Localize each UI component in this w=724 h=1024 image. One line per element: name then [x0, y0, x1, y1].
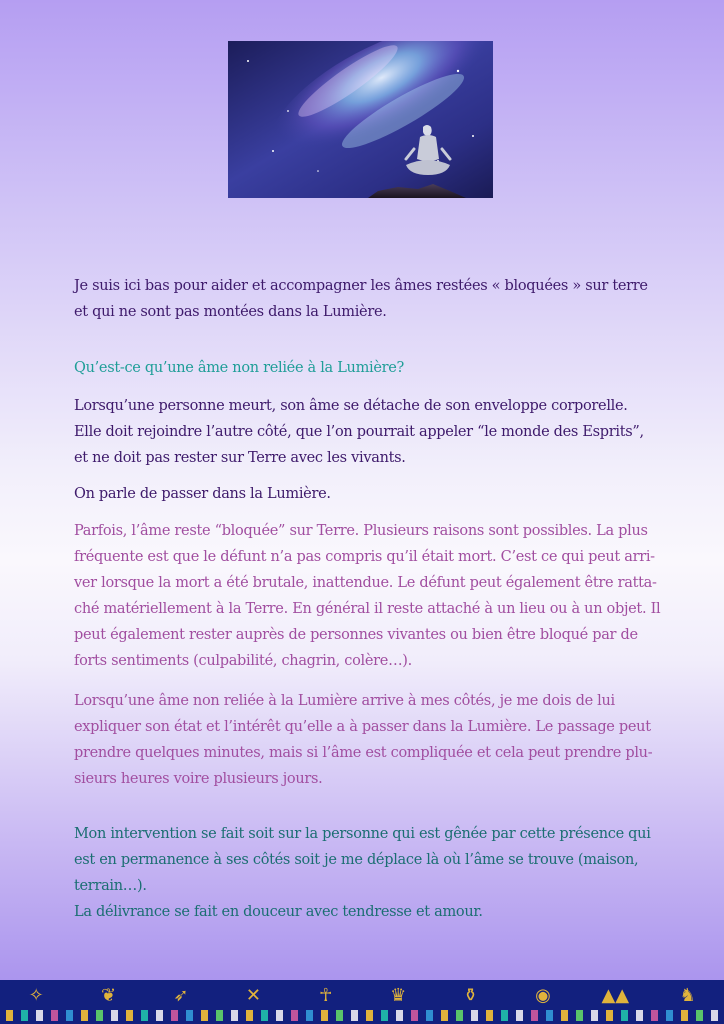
decorative-square [141, 1010, 148, 1021]
decorative-square [36, 1010, 43, 1021]
decorative-square [156, 1010, 163, 1021]
decorative-square [96, 1010, 103, 1021]
decorative-square [666, 1010, 673, 1021]
decorative-square [351, 1010, 358, 1021]
paragraph-line: Mon intervention se fait soit sur la personne qui est gênée par cette présence qui [74, 826, 651, 842]
decorative-square [531, 1010, 538, 1021]
paragraph-line: On parle de passer dans la Lumière. [74, 486, 331, 502]
blocked-soul-paragraph [74, 518, 664, 674]
decorative-square [411, 1010, 418, 1021]
decorative-square [621, 1010, 628, 1021]
paragraph-line: La délivrance se fait en douceur avec tendresse et amour. [74, 904, 483, 920]
decorative-square [201, 1010, 208, 1021]
decorative-square [336, 1010, 343, 1021]
intro-paragraph [74, 273, 664, 325]
paragraph-line: expliquer son état et l’intérêt qu’elle a à passer dans la Lumière. Le passage peut [74, 719, 651, 735]
decorative-square [516, 1010, 523, 1021]
paragraph-line: terrain…). [74, 878, 147, 894]
decorative-square [711, 1010, 718, 1021]
decorative-square [231, 1010, 238, 1021]
paragraph-line: Parfois, l’âme reste “bloquée” sur Terre. Plusieurs raisons sont possibles. La plus [74, 523, 648, 539]
paragraph-line: Lorsqu’une âme non reliée à la Lumière arrive à mes côtés, je me dois de lui [74, 693, 615, 709]
intro-line: et qui ne sont pas montées dans la Lumière. [74, 304, 387, 320]
intervention-paragraph [74, 821, 664, 925]
decorative-square [576, 1010, 583, 1021]
decorative-square [426, 1010, 433, 1021]
paragraph-line: Lorsqu’une personne meurt, son âme se détache de son enveloppe corporelle. [74, 398, 628, 414]
bird-icon: ➶ [173, 985, 189, 1006]
decorative-square [471, 1010, 478, 1021]
question-heading [74, 355, 664, 381]
my-role-paragraph [74, 688, 664, 792]
decorative-square [276, 1010, 283, 1021]
paragraph-line: forts sentiments (culpabilité, chagrin, colère…). [74, 653, 412, 669]
decorative-square [456, 1010, 463, 1021]
decorative-square [6, 1010, 13, 1021]
decorative-square [111, 1010, 118, 1021]
paragraph-line: est en permanence à ses côtés soit je me déplace là où l’âme se trouve (maison, [74, 852, 639, 868]
cat-icon: ♞ [679, 985, 696, 1006]
galaxy-illustration [228, 41, 493, 198]
paragraph-line: sieurs heures voire plusieurs jours. [74, 771, 323, 787]
intro-line: Je suis ici bas pour aider et accompagner les âmes restées « bloquées » sur terre [74, 278, 648, 294]
decorative-square [606, 1010, 613, 1021]
decorative-square [126, 1010, 133, 1021]
decorative-square [561, 1010, 568, 1021]
pyramids-icon: ▲▲ [601, 985, 630, 1006]
eye-of-horus-icon: ◉ [535, 985, 551, 1006]
urn-icon: ⚱ [462, 985, 479, 1006]
color-square-row [6, 1010, 718, 1022]
decorative-square [396, 1010, 403, 1021]
egyptian-footer-band [0, 980, 724, 1024]
decorative-square [306, 1010, 313, 1021]
decorative-square [186, 1010, 193, 1021]
light-passage-paragraph [74, 481, 664, 507]
decorative-square [636, 1010, 643, 1021]
decorative-square [696, 1010, 703, 1021]
decorative-square [546, 1010, 553, 1021]
decorative-square [381, 1010, 388, 1021]
decorative-square [366, 1010, 373, 1021]
pharaoh-head-icon: ♛ [390, 985, 407, 1006]
paragraph-line: peut également rester auprès de personnes vivantes ou bien être bloqué par de [74, 627, 638, 643]
paragraph-line: Elle doit rejoindre l’autre côté, que l’on pourrait appeler “le monde des Esprits”, [74, 424, 644, 440]
decorative-square [246, 1010, 253, 1021]
scarab-icon: ❦ [101, 985, 117, 1006]
decorative-square [66, 1010, 73, 1021]
ankh-icon: ☥ [319, 985, 333, 1006]
decorative-square [441, 1010, 448, 1021]
question-line: Qu’est-ce qu’une âme non reliée à la Lumière? [74, 360, 405, 376]
decorative-square [171, 1010, 178, 1021]
definition-paragraph [74, 393, 664, 471]
paragraph-line: et ne doit pas rester sur Terre avec les vivants. [74, 450, 406, 466]
decorative-square [651, 1010, 658, 1021]
meditation-galaxy-image [228, 41, 493, 198]
crook-flail-icon: ✕ [245, 985, 261, 1006]
decorative-square [216, 1010, 223, 1021]
decorative-square [501, 1010, 508, 1021]
decorative-square [321, 1010, 328, 1021]
decorative-square [51, 1010, 58, 1021]
decorative-square [291, 1010, 298, 1021]
paragraph-line: ver lorsque la mort a été brutale, inattendue. Le défunt peut également être ratta- [74, 575, 657, 591]
figure-icon: ✧ [28, 985, 44, 1006]
paragraph-line: prendre quelques minutes, mais si l’âme est compliquée et cela peut prendre plu- [74, 745, 653, 761]
paragraph-line: fréquente est que le défunt n’a pas compris qu’il était mort. C’est ce qui peut arri- [74, 549, 655, 565]
decorative-square [681, 1010, 688, 1021]
decorative-square [486, 1010, 493, 1021]
paragraph-line: ché matériellement à la Terre. En général il reste attaché à un lieu ou à un objet. Il [74, 601, 661, 617]
decorative-square [21, 1010, 28, 1021]
hieroglyph-row [0, 984, 724, 1008]
decorative-square [261, 1010, 268, 1021]
decorative-square [81, 1010, 88, 1021]
decorative-square [591, 1010, 598, 1021]
